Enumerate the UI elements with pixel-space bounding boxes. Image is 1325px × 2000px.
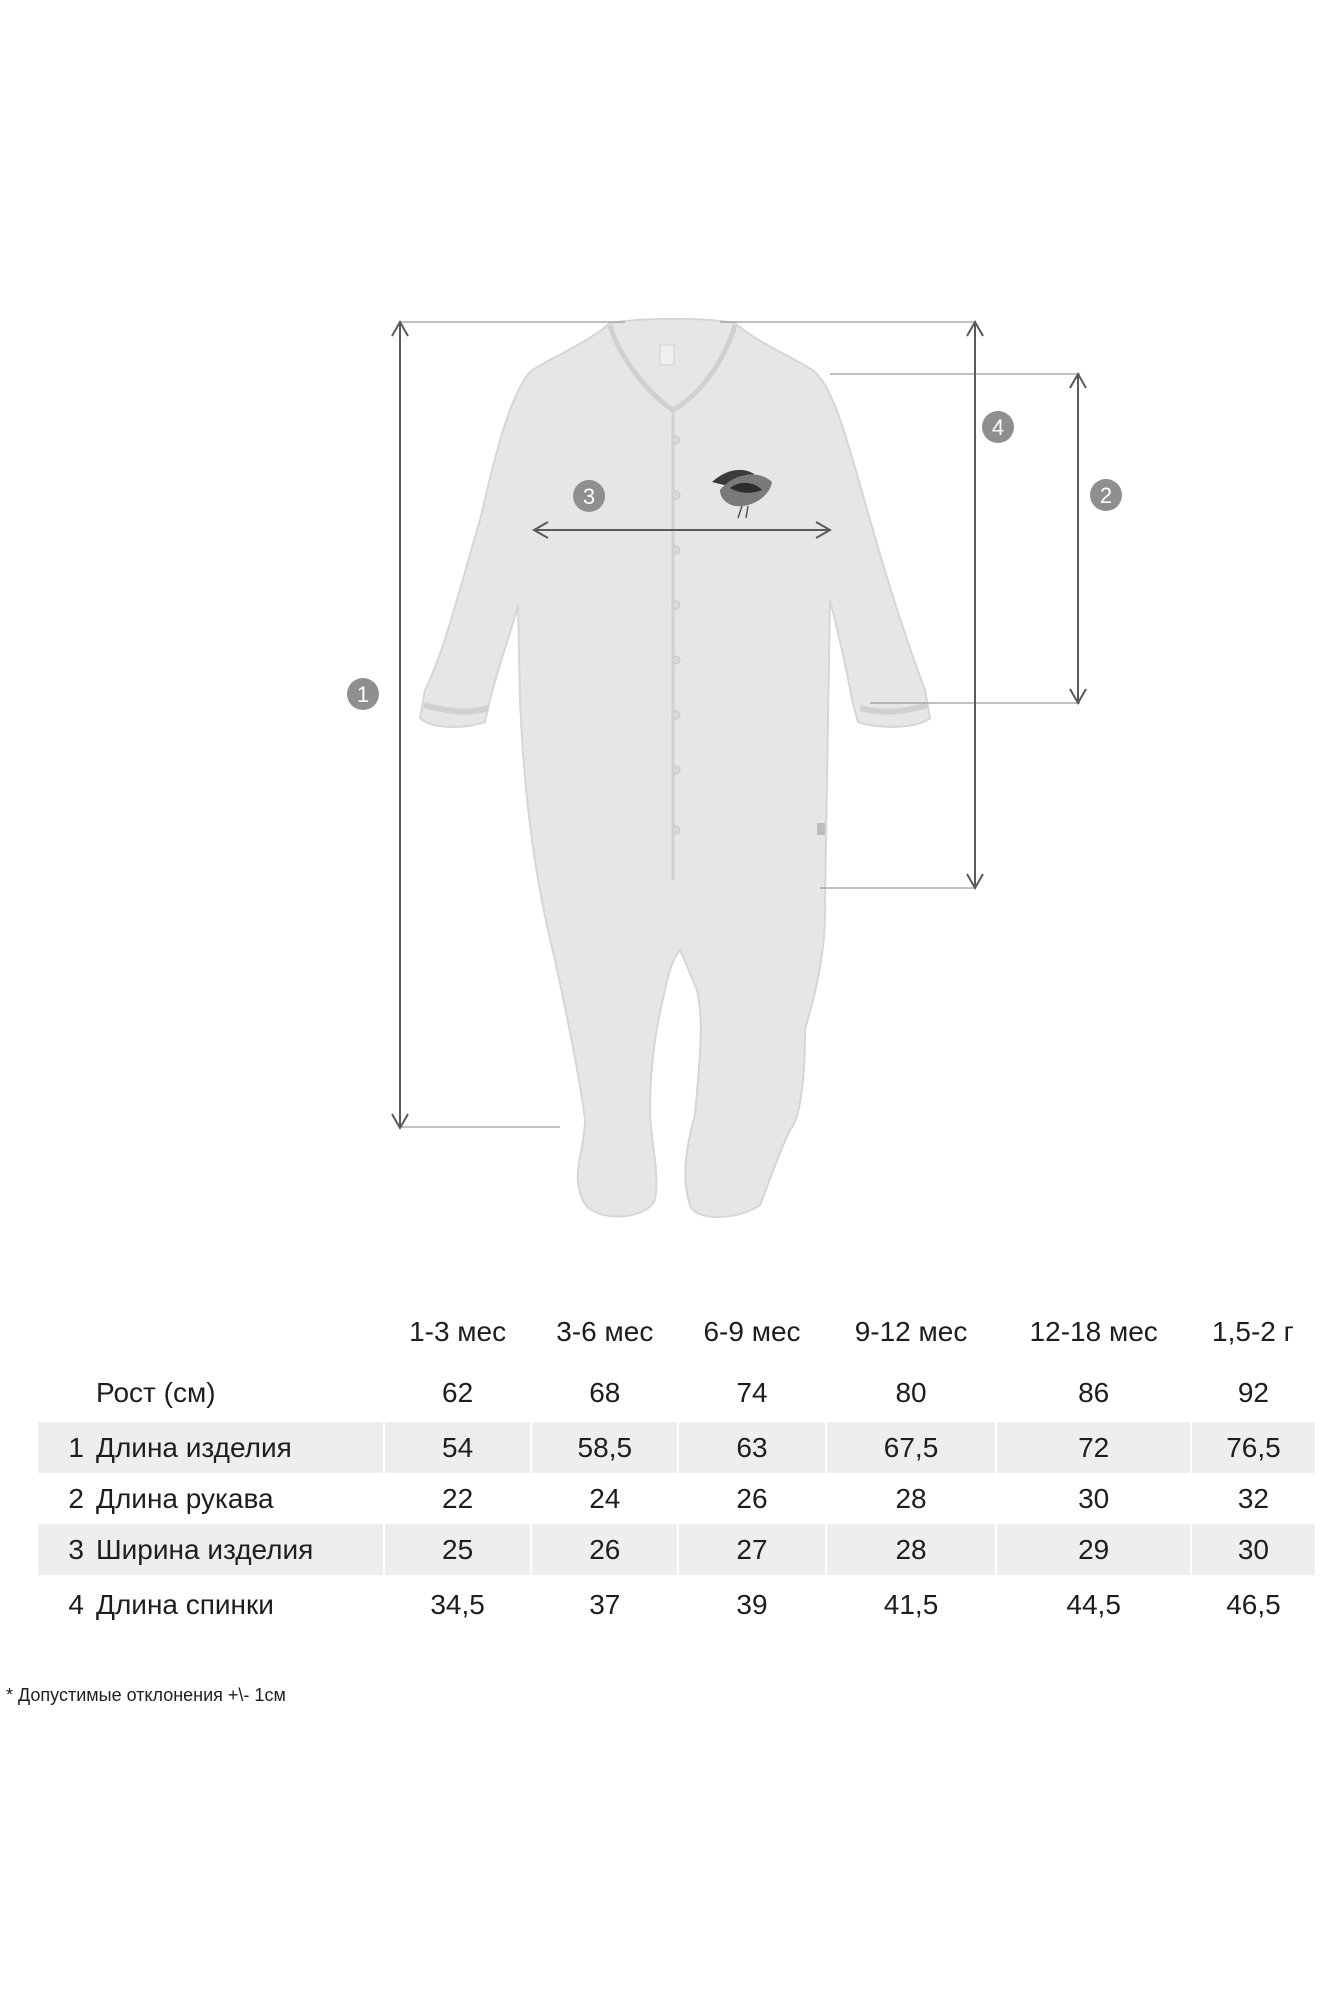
table-cell: 34,5: [384, 1575, 531, 1635]
side-tag: [817, 823, 825, 835]
size-header: 1,5-2 г: [1212, 1316, 1294, 1347]
table-cell: 74: [678, 1364, 825, 1422]
arrow-total-length: [392, 322, 408, 1128]
table-row: [38, 1473, 1315, 1524]
table-cell: 86: [996, 1364, 1190, 1422]
table-cell: 32: [1191, 1473, 1315, 1524]
table-cell: 30: [996, 1473, 1190, 1524]
size-header: 1-3 мес: [409, 1316, 507, 1347]
table-cell: 22: [384, 1473, 531, 1524]
table-cell: 30: [1191, 1524, 1315, 1575]
svg-text:1: 1: [356, 682, 370, 707]
table-cell: 27: [678, 1524, 825, 1575]
table-cell: 29: [996, 1524, 1190, 1575]
marker-1: [347, 678, 379, 710]
size-header: 3-6 мес: [556, 1316, 654, 1347]
row-number: 2: [68, 1482, 84, 1514]
arrow-sleeve-length: [1070, 374, 1086, 703]
table-cell: 54: [384, 1422, 531, 1473]
row-label: Длина спинки: [96, 1589, 274, 1620]
marker-4: [982, 411, 1014, 443]
table-cell: 24: [531, 1473, 678, 1524]
table-cell: 28: [826, 1524, 997, 1575]
tolerance-note: * Допустимые отклонения +\- 1см: [6, 1685, 286, 1705]
svg-text:2: 2: [1099, 483, 1113, 508]
table-cell: 58,5: [531, 1422, 678, 1473]
table-cell: 46,5: [1191, 1575, 1315, 1635]
size-header-row: [38, 1300, 1315, 1364]
table-cell: 76,5: [1191, 1422, 1315, 1473]
row-label: Длина изделия: [96, 1422, 384, 1473]
height-row: [38, 1364, 1315, 1422]
table-cell: 26: [531, 1524, 678, 1575]
neck-label: [660, 345, 674, 365]
arrow-back-length: [967, 322, 983, 888]
table-cell: 41,5: [826, 1575, 997, 1635]
svg-text:3: 3: [582, 484, 596, 509]
marker-2: [1090, 479, 1122, 511]
table-cell: 28: [826, 1473, 997, 1524]
table-cell: 67,5: [826, 1422, 997, 1473]
table-cell: 25: [384, 1524, 531, 1575]
table-cell: 44,5: [996, 1575, 1190, 1635]
marker-3: [573, 480, 605, 512]
size-header: 6-9 мес: [703, 1316, 801, 1347]
row-number: 1: [38, 1422, 96, 1473]
size-header: 9-12 мес: [854, 1316, 968, 1347]
row-label: Рост (см): [96, 1377, 216, 1408]
table-row: [38, 1422, 1315, 1473]
table-cell: 26: [678, 1473, 825, 1524]
table-cell: 68: [531, 1364, 678, 1422]
table-cell: 72: [996, 1422, 1190, 1473]
row-number: 3: [38, 1524, 96, 1575]
size-chart-table: [38, 1300, 1315, 1635]
row-label: Ширина изделия: [96, 1524, 384, 1575]
table-cell: 62: [384, 1364, 531, 1422]
row-number: [38, 1364, 96, 1422]
table-cell: 37: [531, 1575, 678, 1635]
table-cell: 39: [678, 1575, 825, 1635]
table-cell: 63: [678, 1422, 825, 1473]
table-cell: 92: [1191, 1364, 1315, 1422]
table-cell: 80: [826, 1364, 997, 1422]
size-header: 12-18 мес: [1029, 1316, 1158, 1347]
table-row: [38, 1524, 1315, 1575]
row-number: 4: [68, 1589, 84, 1620]
svg-text:4: 4: [991, 415, 1005, 440]
sleepsuit-illustration: [420, 319, 930, 1217]
table-row: [38, 1575, 1315, 1635]
row-label: Длина рукава: [96, 1482, 274, 1514]
